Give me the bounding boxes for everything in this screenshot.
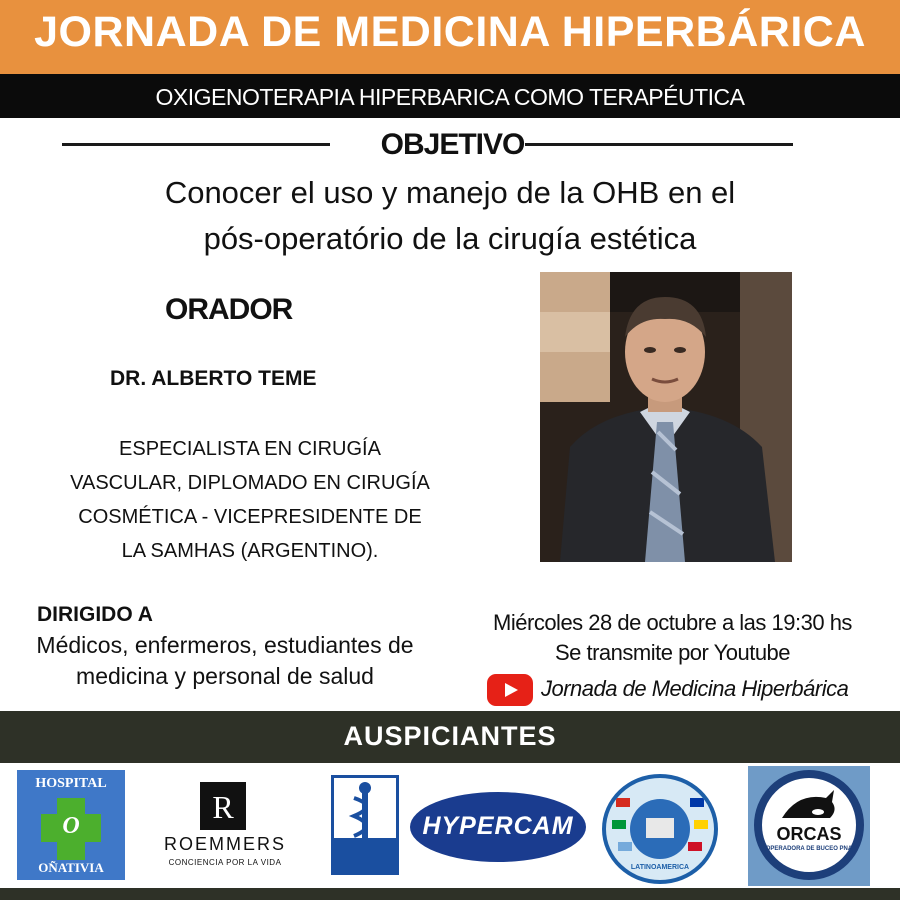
event-date-time: Miércoles 28 de octubre a las 19:30 hs	[493, 610, 852, 635]
event-broadcast: Se transmite por Youtube	[554, 640, 791, 665]
latinoamerica-text: LATINOAMERICA	[630, 864, 690, 871]
hospital-logo-top-text: HOSPITAL	[35, 776, 107, 791]
roemmers-emblem-icon	[200, 782, 246, 830]
bio-line: VASCULAR, DIPLOMADO EN CIRUGÍA	[70, 472, 430, 494]
audience-text	[5, 630, 445, 692]
audience-line: Médicos, enfermeros, estudiantes de	[36, 632, 414, 658]
speaker-bio	[30, 432, 470, 568]
objective-rule-left	[62, 143, 330, 146]
bio-line: COSMÉTICA - VICEPRESIDENTE DE	[78, 506, 422, 528]
hypercam-text: HYPERCAM	[422, 812, 574, 840]
objective-rule-right	[525, 143, 793, 146]
roemmers-logo	[150, 782, 300, 877]
speaker-heading: ORADOR	[165, 293, 293, 326]
bio-line: ESPECIALISTA EN CIRUGÍA	[119, 438, 381, 460]
page-title: JORNADA DE MEDICINA HIPERBÁRICA	[34, 8, 866, 56]
hospital-logo-letter: O	[62, 813, 80, 839]
hypercam-logo	[410, 792, 586, 862]
objective-heading: OBJETIVO	[380, 128, 525, 161]
objective-line: Conocer el uso y manejo de la OHB en el	[164, 175, 736, 210]
hospital-onativia-logo	[17, 770, 125, 880]
roemmers-name: ROEMMERS	[163, 834, 286, 854]
speaker-photo	[540, 272, 792, 562]
youtube-icon[interactable]	[487, 674, 533, 706]
objective-line: pós-operatório de la cirugía estética	[203, 221, 697, 256]
roemmers-tagline: CONCIENCIA POR LA VIDA	[168, 858, 282, 867]
orcas-logo	[748, 766, 870, 886]
svg-text:R: R	[212, 789, 234, 825]
latinoamerica-logo	[602, 774, 718, 884]
speaker-name: DR. ALBERTO TEME	[110, 367, 317, 390]
orcas-text: ORCAS	[776, 824, 842, 844]
orca-icon	[778, 788, 840, 828]
speaker-portrait	[540, 272, 792, 562]
sponsors-heading: AUSPICIANTES	[343, 721, 557, 751]
caduceus-icon	[334, 778, 396, 872]
objective-text	[60, 170, 840, 262]
audience-line: medicina y personal de salud	[76, 663, 374, 689]
hospital-logo-bottom-text: OÑATIVIA	[38, 860, 104, 875]
page-subtitle: OXIGENOTERAPIA HIPERBARICA COMO TERAPÉUTICA	[155, 84, 745, 110]
footer-strip	[0, 888, 900, 900]
bio-line: LA SAMHAS (ARGENTINO).	[121, 540, 379, 562]
audience-heading: DIRIGIDO A	[37, 603, 153, 626]
youtube-channel-link[interactable]: Jornada de Medicina Hiperbárica	[541, 676, 849, 701]
orcas-ring-text: OPERADORA DE BUCEO PNA	[765, 846, 853, 852]
medical-emblem-logo	[331, 775, 399, 875]
